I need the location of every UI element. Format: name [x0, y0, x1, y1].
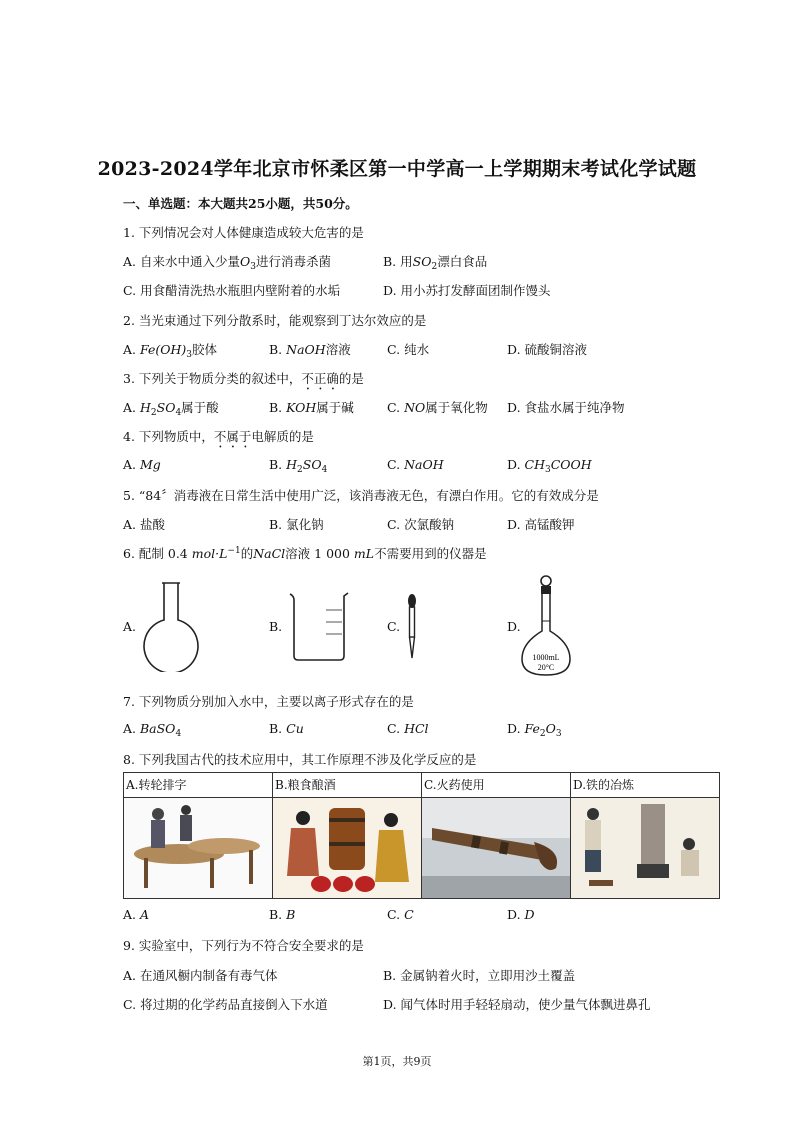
q2-option-b: B. NaOH溶液	[269, 342, 351, 357]
volumetric-flask-icon	[518, 573, 574, 679]
q8-header-d: D.铁的冶炼	[571, 773, 719, 798]
q3-option-d: D. 食盐水属于纯净物	[507, 400, 625, 415]
q8-cell-d	[571, 773, 720, 899]
q9-option-c: C. 将过期的化学药品直接倒入下水道	[123, 997, 328, 1012]
q5-option-a: A. 盐酸	[123, 517, 165, 532]
q7-option-b: B. Cu	[269, 721, 304, 736]
q4-option-c: C. NaOH	[387, 457, 444, 472]
gunpowder-artifact-photo	[422, 798, 570, 898]
q4-option-a: A. Mg	[123, 457, 161, 472]
page-title: 2023-2024学年北京市怀柔区第一中学高一上学期期末考试化学试题	[97, 158, 697, 180]
q9-option-d: D. 闻气体时用手轻轻扇动，使少量气体飘进鼻孔	[383, 997, 651, 1012]
q3-option-b: B. KOH属于碱	[269, 400, 354, 415]
section-heading: 一、单选题：本大题共25小题，共50分。	[123, 196, 358, 211]
q8-header-a: A.转轮排字	[124, 773, 272, 798]
wine-brewing-photo	[273, 798, 421, 898]
q6-option-d: D.	[507, 619, 521, 634]
q6-option-c: C.	[387, 619, 401, 634]
q4-option-d: D. $CH_3COOH$	[507, 457, 592, 475]
q4-option-b: B. $H_2SO_4$	[269, 457, 328, 475]
q6-stem: 6. 配制 0.4 $mol\cdot L^{-1}$的NaCl溶液 1 000 mL不需要用到的仪器是	[123, 546, 487, 561]
q8-option-c: C. C	[387, 907, 414, 922]
q8-option-b: B. B	[269, 907, 296, 922]
q8-header-b: B.粮食酿酒	[273, 773, 421, 798]
q6-option-a: A.	[123, 619, 137, 634]
q4-stem: 4. 下列物质中，不属于电解质的是	[123, 429, 314, 444]
q9-option-a: A. 在通风橱内制备有毒气体	[123, 968, 278, 983]
q7-option-d: D. $Fe_2O_3$	[507, 721, 562, 739]
q8-option-a: A. A	[123, 907, 150, 922]
q8-cell-a	[124, 773, 273, 899]
q5-option-c: C. 次氯酸钠	[387, 517, 455, 532]
movable-type-photo	[124, 798, 272, 898]
q3-stem: 3. 下列关于物质分类的叙述中，不正确的是	[123, 371, 364, 386]
q9-option-b: B. 金属钠着火时，立即用沙土覆盖	[383, 968, 576, 983]
q2-option-a: A. $Fe(OH)_3$胶体	[123, 342, 218, 360]
dropper-icon	[402, 592, 422, 662]
q2-option-d: D. 硫酸铜溶液	[507, 342, 588, 357]
beaker-icon	[286, 590, 352, 664]
q8-cell-c	[422, 773, 571, 899]
q8-stem: 8. 下列我国古代的技术应用中，其工作原理不涉及化学反应的是	[123, 752, 477, 767]
q7-stem: 7. 下列物质分别加入水中，主要以离子形式存在的是	[123, 694, 414, 709]
q1-option-c: C. 用食醋清洗热水瓶胆内壁附着的水垢	[123, 283, 341, 298]
q7-option-c: C. HCl	[387, 721, 429, 736]
q1-option-a: A. 自来水中通入少量$O_3$进行消毒杀菌	[123, 254, 331, 272]
q9-stem: 9. 实验室中，下列行为不符合安全要求的是	[123, 938, 364, 953]
iron-smelting-photo	[571, 798, 719, 898]
q5-option-d: D. 高锰酸钾	[507, 517, 575, 532]
q5-stem: 5. “84〞消毒液在日常生活中使用广泛，该消毒液无色，有漂白作用。它的有效成分是	[123, 488, 599, 503]
flask-volume-label: 1000mL	[532, 653, 560, 662]
q8-cell-b	[273, 773, 422, 899]
q5-option-b: B. 氯化钠	[269, 517, 324, 532]
q8-option-d: D. D	[507, 907, 535, 922]
q3-option-a: A. $H_2SO_4$属于酸	[123, 400, 219, 418]
page-footer: 第1页，共9页	[362, 1055, 432, 1068]
round-bottom-flask-icon	[140, 580, 202, 672]
q8-header-c: C.火药使用	[422, 773, 570, 798]
q1-option-d: D. 用小苏打发酵面团制作馒头	[383, 283, 551, 298]
q3-option-c: C. NO属于氧化物	[387, 400, 488, 415]
q2-option-c: C. 纯水	[387, 342, 430, 357]
q7-option-a: A. BaSO$_4$	[123, 721, 182, 739]
q1-option-b: B. 用$SO_2$漂白食品	[383, 254, 488, 272]
flask-temp-label: 20°C	[537, 663, 555, 672]
q1-stem: 1. 下列情况会对人体健康造成较大危害的是	[123, 225, 364, 240]
q6-option-b: B.	[269, 619, 283, 634]
q8-image-table	[123, 772, 720, 899]
q2-stem: 2. 当光束通过下列分散系时，能观察到丁达尔效应的是	[123, 313, 427, 328]
